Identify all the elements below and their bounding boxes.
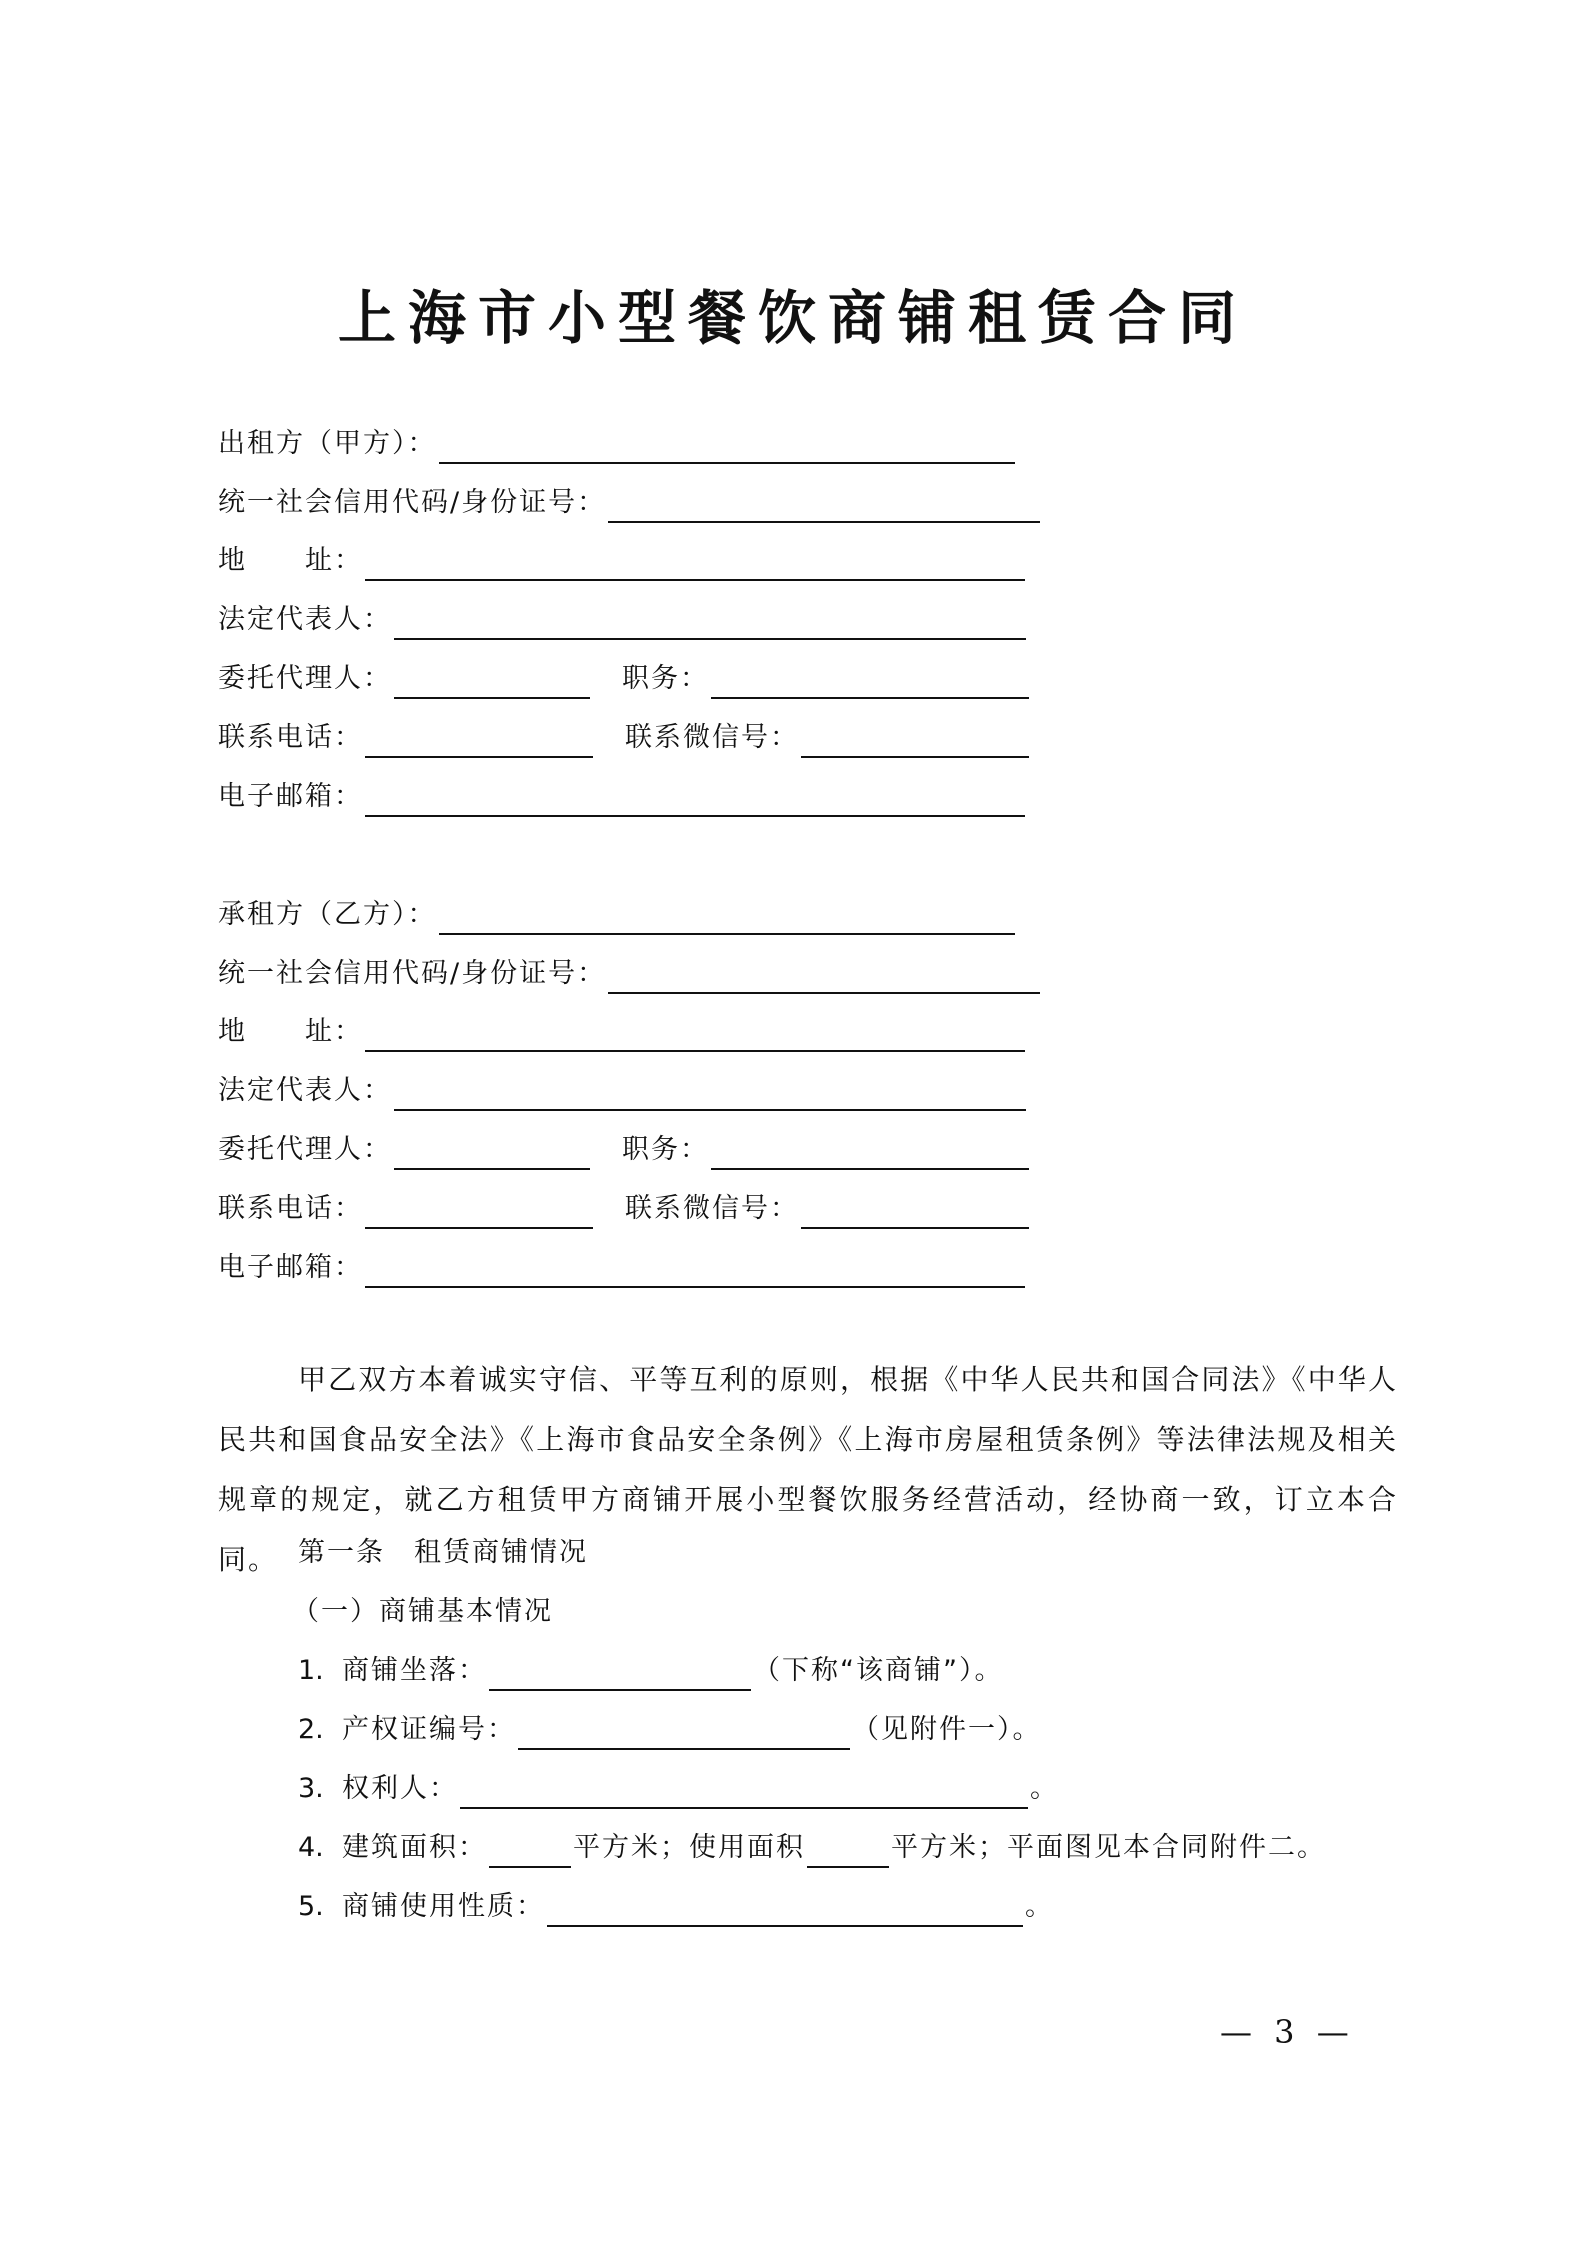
lessee-credit-row xyxy=(218,954,1042,994)
lessor-phone-label: 联系电话： xyxy=(218,722,363,753)
lessee-position-blank[interactable] xyxy=(711,1136,1029,1170)
lessor-email-blank[interactable] xyxy=(365,783,1025,817)
lessor-position-label: 职务： xyxy=(622,663,709,694)
lessee-email-row xyxy=(218,1248,1027,1288)
lessor-wechat-blank[interactable] xyxy=(801,724,1029,758)
page-number: — 3 — xyxy=(1220,2013,1355,2051)
list-item xyxy=(298,1651,1003,1691)
item-suffix: 。 xyxy=(1030,1773,1059,1804)
lessee-address-blank[interactable] xyxy=(365,1018,1025,1052)
lessor-agent-blank[interactable] xyxy=(394,665,590,699)
item-label: 权利人： xyxy=(342,1773,458,1804)
lessee-legal-rep-label: 法定代表人： xyxy=(218,1075,392,1106)
lessor-phone-blank[interactable] xyxy=(365,724,593,758)
item-number: 4. xyxy=(298,1832,324,1863)
item-suffix: （下称“该商铺”）。 xyxy=(753,1655,1004,1686)
lessee-email-blank[interactable] xyxy=(365,1254,1025,1288)
list-item xyxy=(298,1710,1042,1750)
item-suffix: （见附件一）。 xyxy=(852,1714,1042,1745)
lessor-credit-blank[interactable] xyxy=(608,489,1040,523)
lessee-legal-rep-blank[interactable] xyxy=(394,1077,1026,1111)
lessee-wechat-blank[interactable] xyxy=(801,1195,1029,1229)
lessor-party-label: 出租方（甲方）： xyxy=(218,428,437,459)
lessor-email-label: 电子邮箱： xyxy=(218,781,363,812)
item-blank[interactable] xyxy=(518,1716,850,1750)
article-heading: 第一条 租赁商铺情况 xyxy=(298,1537,588,1568)
list-item xyxy=(298,1828,1326,1868)
lessor-credit-label: 统一社会信用代码/身份证号： xyxy=(218,487,607,518)
item-number: 1. xyxy=(298,1655,324,1686)
item-blank[interactable] xyxy=(547,1893,1023,1927)
lessor-email-row xyxy=(218,777,1027,817)
item-number: 3. xyxy=(298,1773,324,1804)
lessee-legal-rep-row xyxy=(218,1071,1028,1111)
list-item xyxy=(298,1887,1054,1927)
lessee-party-blank[interactable] xyxy=(439,901,1015,935)
lessee-address-row xyxy=(218,1012,1027,1052)
item-suffix: 。 xyxy=(1025,1891,1054,1922)
section-heading: （一）商铺基本情况 xyxy=(292,1596,553,1627)
list-item xyxy=(298,1769,1059,1809)
item-number: 2. xyxy=(298,1714,324,1745)
lessee-party-label: 承租方（乙方）： xyxy=(218,899,437,930)
lessor-party-row xyxy=(218,424,1017,464)
lessee-agent-row xyxy=(218,1130,1031,1170)
item-label: 商铺坐落： xyxy=(342,1655,487,1686)
lessor-phone-row xyxy=(218,718,1031,758)
item-suffix: 平方米；平面图见本合同附件二。 xyxy=(891,1832,1326,1863)
lessee-wechat-label: 联系微信号： xyxy=(625,1193,799,1224)
item-blank[interactable] xyxy=(489,1657,751,1691)
item-blank[interactable] xyxy=(460,1775,1028,1809)
item-blank[interactable] xyxy=(807,1834,889,1868)
lessee-party-row xyxy=(218,895,1017,935)
item-blank[interactable] xyxy=(489,1834,571,1868)
item-mid: 平方米；使用面积 xyxy=(573,1832,805,1863)
lessor-party-blank[interactable] xyxy=(439,430,1015,464)
lessor-address-label: 地 址： xyxy=(218,545,363,576)
lessor-address-row xyxy=(218,541,1027,581)
item-number: 5. xyxy=(298,1891,324,1922)
lessee-phone-row xyxy=(218,1189,1031,1229)
lessee-credit-blank[interactable] xyxy=(608,960,1040,994)
lessor-position-blank[interactable] xyxy=(711,665,1029,699)
lessor-legal-rep-blank[interactable] xyxy=(394,606,1026,640)
preamble-paragraph: 甲乙双方本着诚实守信、平等互利的原则，根据《中华人民共和国合同法》《中华人民共和国食品安全法》《上海市食品安全条例》《上海市房屋租赁条例》等法律法规及相关规章的规定，就乙方租赁甲方商铺开展小型餐饮服务经营活动，经协商一致，订立本合同。 xyxy=(218,1363,1398,1576)
lessee-credit-label: 统一社会信用代码/身份证号： xyxy=(218,958,607,989)
lessor-agent-row xyxy=(218,659,1031,699)
lessee-position-label: 职务： xyxy=(622,1134,709,1165)
lessor-credit-row xyxy=(218,483,1042,523)
lessor-wechat-label: 联系微信号： xyxy=(625,722,799,753)
item-label: 商铺使用性质： xyxy=(342,1891,545,1922)
document-title: 上海市小型餐饮商铺租赁合同 xyxy=(337,284,1248,352)
item-label: 产权证编号： xyxy=(342,1714,516,1745)
item-label: 建筑面积： xyxy=(342,1832,487,1863)
lessee-agent-label: 委托代理人： xyxy=(218,1134,392,1165)
lessee-email-label: 电子邮箱： xyxy=(218,1252,363,1283)
lessee-agent-blank[interactable] xyxy=(394,1136,590,1170)
lessee-phone-label: 联系电话： xyxy=(218,1193,363,1224)
lessor-address-blank[interactable] xyxy=(365,547,1025,581)
lessee-phone-blank[interactable] xyxy=(365,1195,593,1229)
lessor-legal-rep-row xyxy=(218,600,1028,640)
lessee-address-label: 地 址： xyxy=(218,1016,363,1047)
lessor-legal-rep-label: 法定代表人： xyxy=(218,604,392,635)
lessor-agent-label: 委托代理人： xyxy=(218,663,392,694)
